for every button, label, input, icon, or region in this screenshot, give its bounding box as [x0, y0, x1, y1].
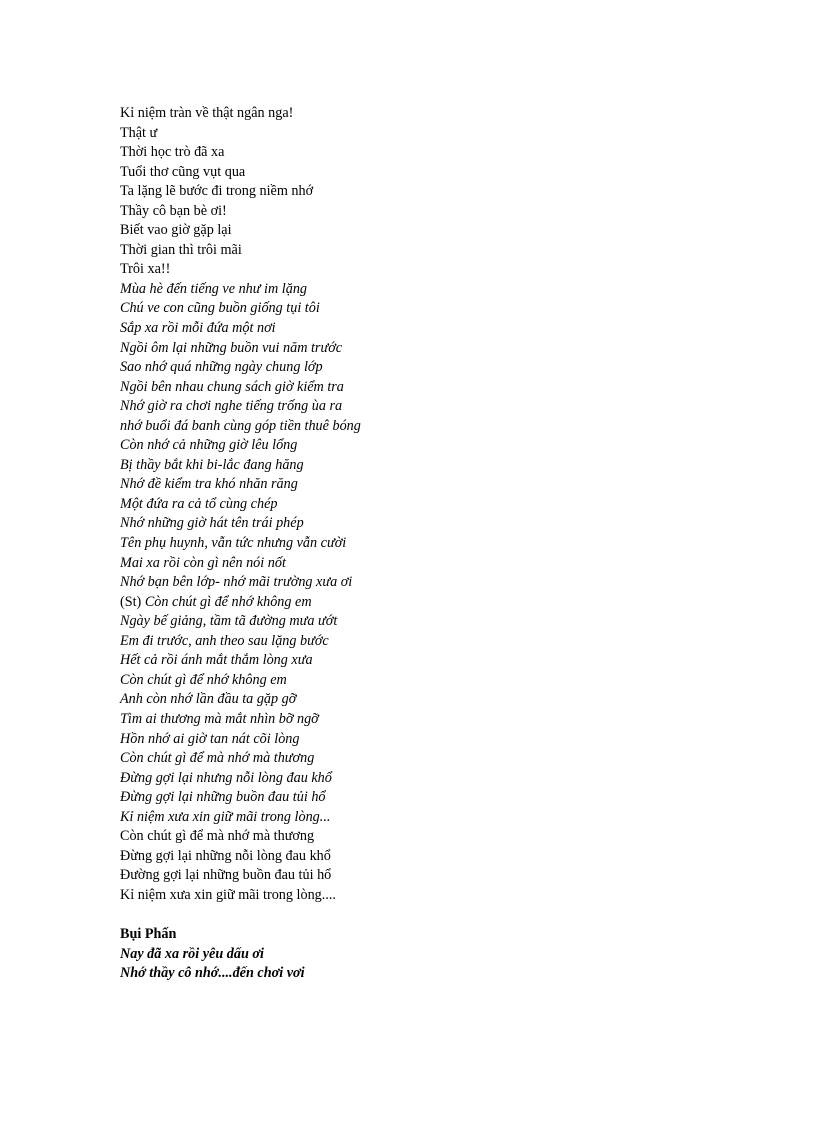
poem-line: Nhớ thầy cô nhớ....đến chơi vơi: [120, 965, 305, 982]
poem-line: Nhớ giờ ra chơi nghe tiếng trống ùa ra: [120, 398, 343, 415]
poem-line: Tìm ai thương mà mắt nhìn bỡ ngỡ: [120, 710, 319, 727]
poem-line: Em đi trước, anh theo sau lặng bước: [120, 632, 329, 649]
poem-stanza-summer: [120, 280, 680, 593]
poem-line: Sắp xa rồi mỗi đứa một nơi: [120, 320, 276, 337]
poem-body: [120, 104, 680, 984]
poem-line: Nhớ bạn bên lớp- nhớ mãi trường xưa ơi: [120, 574, 353, 591]
poem-line: Ngồi ôm lại những buồn vui năm trước: [120, 339, 343, 356]
poem-line: Kỉ niệm xưa xin giữ mãi trong lòng....: [120, 886, 336, 903]
poem-line: Còn chút gì để mà nhớ mà thương: [120, 750, 315, 767]
poem-line: Còn chút gì để nhớ không em: [120, 671, 287, 688]
poem-line: Anh còn nhớ lần đầu ta gặp gỡ: [120, 691, 297, 708]
poem-line: Thật ư: [120, 124, 158, 141]
poem-line: nhớ buổi đá banh cùng góp tiền thuê bóng: [120, 417, 361, 434]
poem-line: Đừng gợi lại những buồn đau tủi hổ: [120, 789, 326, 806]
poem-line: Hồn nhớ ai giờ tan nát cõi lòng: [120, 730, 300, 747]
poem-line: Chú ve con cũng buồn giống tụi tôi: [120, 300, 320, 317]
poem-line: Ta lặng lẽ bước đi trong niềm nhớ: [120, 183, 314, 200]
stanza-gap: [120, 905, 680, 925]
poem-line: Tên phụ huynh, vẫn tức nhưng vẫn cười: [120, 535, 347, 552]
author-name: Bụi Phấn: [120, 925, 177, 942]
poem-line: (St) Còn chút gì để nhớ không em: [120, 593, 312, 610]
poem-line: Trôi xa!!: [120, 261, 171, 278]
poem-line: Kỉ niệm xưa xin giữ mãi trong lòng...: [120, 808, 331, 825]
poem-stanza-memory: [120, 612, 680, 827]
poem-line: Biết vao giờ gặp lại: [120, 222, 232, 239]
poem-line: Nay đã xa rồi yêu dấu ơi: [120, 945, 264, 962]
poem-line: Sao nhớ quá những ngày chung lớp: [120, 359, 323, 376]
poem-line: Bị thầy bắt khi bi-lắc đang hăng: [120, 456, 304, 473]
poem-line: Đường gợi lại những buồn đau tủi hổ: [120, 867, 332, 884]
poem-line: Mùa hè đến tiếng ve như im lặng: [120, 280, 308, 297]
poem-line: Ngồi bên nhau chung sách giờ kiểm tra: [120, 378, 344, 395]
poem-line: Nhớ những giờ hát tên trái phép: [120, 515, 304, 532]
poem-line: Đừng gợi lại nhưng nỗi lòng đau khổ: [120, 769, 332, 786]
poem-line: Hết cả rồi ánh mắt thắm lòng xưa: [120, 652, 313, 669]
poem-line: Còn chút gì để mà nhớ mà thương: [120, 828, 315, 845]
poem-line: Ngày bế giảng, tầm tã đường mưa ướt: [120, 613, 338, 630]
poem-stanza-refrain: [120, 827, 680, 905]
poem-line: Một đứa ra cả tổ cùng chép: [120, 495, 278, 512]
poem-line: Thời gian thì trôi mãi: [120, 241, 242, 258]
poem-line: Thầy cô bạn bè ơi!: [120, 202, 227, 219]
poem-line: Mai xa rồi còn gì nên nói nốt: [120, 554, 286, 571]
poem-line: Đừng gợi lại những nỗi lòng đau khổ: [120, 847, 331, 864]
poem-line: Còn nhớ cả những giờ lêu lổng: [120, 437, 298, 454]
poem-line: Kỉ niệm tràn về thật ngân nga!: [120, 105, 294, 121]
closing-lines: [120, 945, 680, 984]
poem-line: Tuổi thơ cũng vụt qua: [120, 163, 246, 180]
source-note: (St): [120, 593, 145, 610]
poem-line: Thời học trò đã xa: [120, 144, 225, 161]
poem-line: Nhớ đề kiểm tra khó nhăn răng: [120, 476, 298, 493]
poem-stanza-intro: [120, 104, 680, 280]
